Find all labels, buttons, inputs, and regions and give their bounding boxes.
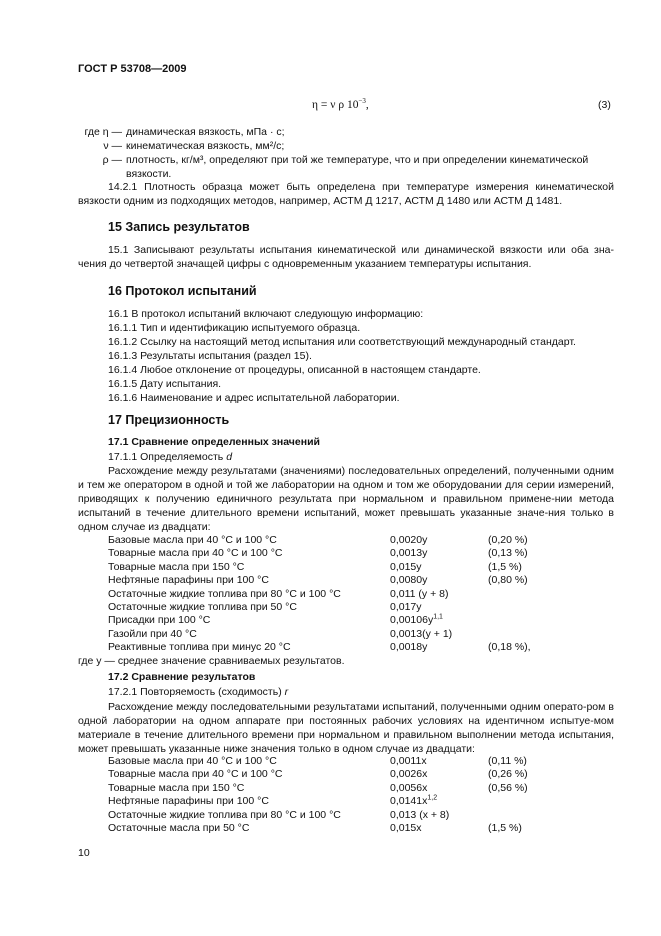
formula-exponent: −3 (358, 97, 366, 106)
subsection-17-1-1 (108, 450, 232, 464)
row-name: Остаточные жидкие топлива при 50 °С (108, 601, 297, 614)
value-text: 0,0141x (390, 795, 428, 808)
row-value: 0,015y (390, 560, 422, 573)
row-percent (488, 588, 531, 601)
section-17-2-title: 17.2 Сравнение результатов (108, 671, 256, 683)
table-row (108, 588, 531, 601)
row-percent (488, 614, 531, 627)
row-name: Нефтяные парафины при 100 °С (108, 574, 269, 587)
subsection-label: 17.2.1 Повторяемость (сходимость) (108, 686, 285, 698)
list-item: 16.1.5 Дату испытания. (108, 378, 222, 390)
table-row (108, 547, 531, 560)
row-percent: (0,13 %) (488, 547, 528, 560)
row-value: 0,0026x (390, 768, 428, 781)
definition-symbol: ρ — (102, 154, 122, 166)
formula-3 (312, 99, 369, 111)
table-row (108, 809, 528, 822)
subsection-variable: r (284, 686, 289, 698)
row-percent: (1,5 %) (488, 822, 522, 835)
row-value: 0,015x (390, 822, 422, 835)
table-row (108, 534, 531, 547)
row-percent: (0,56 %) (488, 781, 528, 794)
list-item: 16.1 В протокол испытаний включают следующую информацию: (108, 308, 424, 320)
definition-text: вязкости. (126, 168, 172, 180)
row-value: 0,0056x (390, 781, 428, 794)
section-16-list (108, 307, 576, 405)
row-name: Базовые масла при 40 °С и 100 °С (108, 534, 277, 546)
paragraph-text: Расхождение между последовательными результатами испытаний, полученными одним операто-ром в одной лаборатории на одном аппарате при постоянных рабочих условиях на идентичном испытуе-мом материале в течение длительного времени при нормальном и правильном выполнении метода испытания, может превышать указанные ниже значения только в одном случае из двадцати: (78, 701, 614, 755)
value-exponent: 1,2 (427, 794, 438, 802)
paragraph-text: 14.2.1 Плотность образца может быть определена при температуре измерения кинематической вязкости одним из подходящих методов, например, АСТМ Д 1217, АСТМ Д 1480 или АСТМ Д 1481. (78, 181, 614, 207)
definition-symbol: где η — (84, 126, 122, 138)
row-percent: (0,20 %) (488, 534, 528, 546)
list-item: 16.1.1 Тип и идентификацию испытуемого образца. (108, 322, 361, 334)
row-name: Товарные масла при 150 °С (108, 781, 245, 794)
paragraph-17-1-1 (78, 464, 614, 534)
list-item: 16.1.6 Наименование и адрес испытательной лаборатории. (108, 392, 400, 404)
row-value: 0,017y (390, 601, 422, 614)
row-name: Товарные масла при 40 °С и 100 °С (108, 768, 283, 781)
definition-text: кинематическая вязкость, мм²/с; (126, 140, 285, 152)
table-row (108, 614, 531, 627)
definitions-list (78, 125, 588, 181)
definition-row (78, 139, 588, 153)
formula-tail: , (365, 99, 369, 111)
row-name: Газойли при 40 °С (108, 627, 197, 640)
subsection-variable: d (226, 451, 233, 463)
paragraph-text: 15.1 Записывают результаты испытания кинематической или динамической вязкости или оба зна-чения до четвертой значащей цифры с одновременным указанием температуры испытания. (78, 244, 614, 270)
table-row (108, 795, 528, 808)
formula-number: (3) (598, 99, 611, 111)
row-percent (488, 795, 528, 808)
table-row (108, 782, 528, 795)
table-row (108, 641, 531, 654)
paragraph-text: Расхождение между результатами (значениями) последовательных определений, полученными одним и тем же оператором в одной и той же лаборатории на одном и том же оборудовании для серии измерений, приводящих к получению единичного результата при нормальном и правильном примене-нии метода испытаний в течение длительного времени испытаний, может превышать указанные значе-ния только в одном случае из двадцати: (78, 465, 614, 533)
row-value (390, 614, 488, 627)
row-name: Реактивные топлива при минус 20 °С (108, 641, 291, 654)
definition-row (78, 125, 588, 139)
definition-text: динамическая вязкость, мПа · с; (126, 126, 285, 138)
row-percent: (0,80 %) (488, 574, 528, 587)
table-row (108, 561, 531, 574)
table-row (108, 574, 531, 587)
row-value: 0,0013y (390, 547, 428, 560)
paragraph-17-2-1 (78, 700, 614, 756)
section-17-1-title: 17.1 Сравнение определенных значений (108, 436, 320, 448)
row-value: 0,0080y (390, 574, 428, 587)
row-value: 0,0018y (390, 641, 428, 654)
list-item: 16.1.4 Любое отклонение от процедуры, описанной в настоящем стандарте. (108, 364, 481, 376)
section-15-title: 15 Запись результатов (108, 220, 250, 234)
row-name: Товарные масла при 40 °С и 100 °С (108, 547, 283, 560)
paragraph-14-2-1 (78, 180, 614, 208)
value-text: 0,00106y (390, 614, 434, 627)
row-value: 0,013 (x + 8) (390, 808, 450, 821)
table-row (108, 601, 531, 614)
row-percent (488, 601, 531, 614)
table-row (108, 755, 528, 768)
definition-row (78, 153, 588, 167)
list-item: 16.1.2 Ссылку на настоящий метод испытания или соответствующий международный стандарт. (108, 336, 576, 348)
definition-symbol (78, 167, 126, 181)
determinability-table (108, 534, 531, 655)
row-name: Остаточные масла при 50 °С (108, 822, 250, 835)
table-row (108, 822, 528, 835)
row-name: Товарные масла при 150 °С (108, 560, 245, 573)
row-name: Присадки при 100 °С (108, 614, 211, 627)
paragraph-15-1 (78, 243, 614, 271)
row-percent: (0,11 %) (488, 755, 527, 767)
repeatability-table (108, 755, 528, 835)
table-row (108, 768, 528, 781)
row-value: 0,0013(y + 1) (390, 627, 453, 640)
row-value (390, 795, 488, 808)
definition-row (78, 167, 588, 181)
document-header: ГОСТ Р 53708—2009 (78, 63, 187, 75)
row-percent: (0,26 %) (488, 768, 528, 781)
row-value: 0,0011x (390, 755, 427, 767)
variable-note: где y — среднее значение сравниваемых результатов. (78, 655, 345, 667)
section-17-title: 17 Прецизионность (108, 413, 230, 427)
row-percent (488, 809, 528, 822)
subsection-label: 17.1.1 Определяемость (108, 451, 227, 463)
row-name: Остаточные жидкие топлива при 80 °С и 100 °С (108, 808, 341, 821)
row-name: Остаточные жидкие топлива при 80 °С и 100 °С (108, 587, 341, 600)
table-row (108, 628, 531, 641)
row-value: 0,011 (y + 8) (390, 587, 449, 600)
definition-symbol: ν — (103, 140, 122, 152)
row-percent: (0,18 %), (488, 641, 531, 654)
section-16-title: 16 Протокол испытаний (108, 284, 257, 298)
subsection-17-2-1 (108, 685, 288, 699)
definition-text: плотность, кг/м³, определяют при той же температуре, что и при определении кинематической (126, 154, 589, 166)
list-item: 16.1.3 Результаты испытания (раздел 15). (108, 350, 312, 362)
row-name: Нефтяные парафины при 100 °С (108, 795, 269, 808)
row-value: 0,0020y (390, 534, 428, 546)
row-name: Базовые масла при 40 °С и 100 °С (108, 755, 277, 767)
row-percent (488, 628, 531, 641)
value-exponent: 1,1 (433, 613, 443, 621)
formula-text: η = ν ρ 10 (312, 99, 359, 111)
page-number: 10 (78, 847, 90, 859)
row-percent: (1,5 %) (488, 560, 522, 573)
